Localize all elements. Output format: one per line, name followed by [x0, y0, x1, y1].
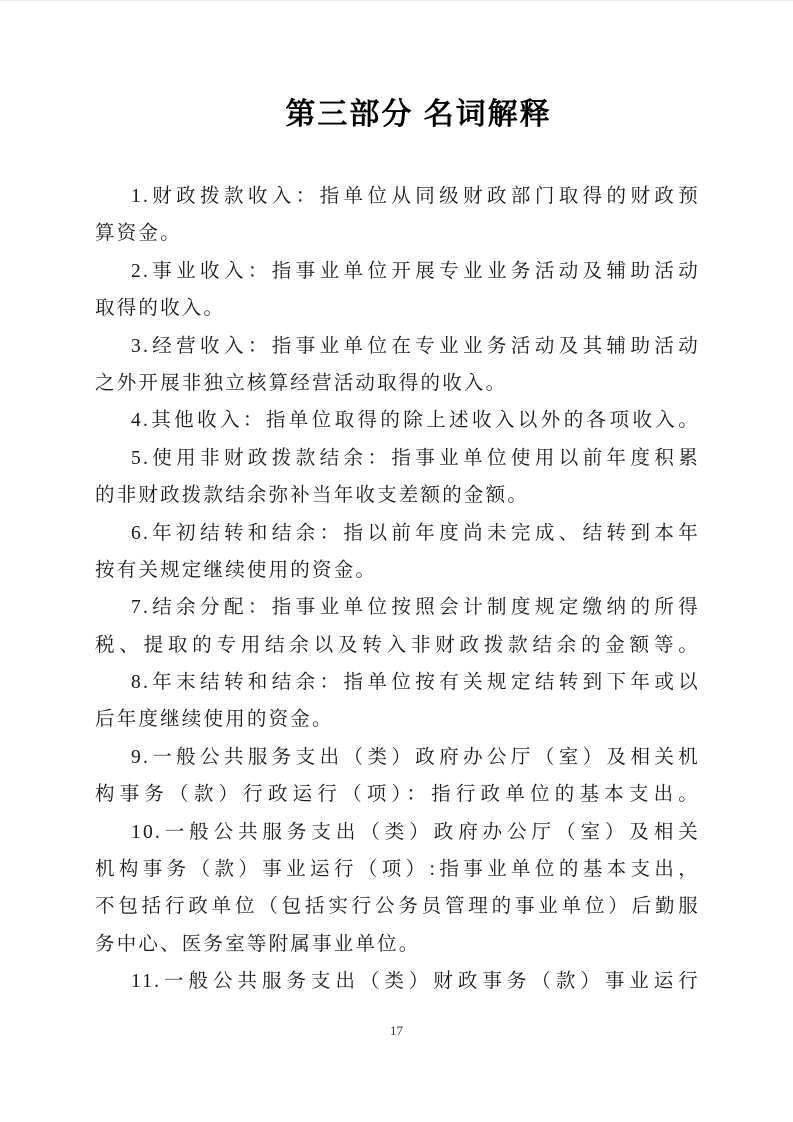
term-line: 之外开展非独立核算经营活动取得的收入。 [95, 372, 508, 394]
term-line: 6.年初结转和结余：指以前年度尚未完成、结转到本年 [131, 522, 700, 544]
page-number: 17 [390, 1022, 403, 1038]
term-line: 10.一般公共服务支出（类）政府办公厅（室）及相关 [131, 821, 700, 843]
term-line: 4.其他收入：指单位取得的除上述收入以外的各项收入。 [131, 410, 700, 432]
term-paragraph-4 [95, 402, 700, 439]
term-line: 务中心、医务室等附属事业单位。 [95, 933, 421, 955]
term-paragraph-6 [95, 515, 700, 590]
term-line: 1.财政拨款收入：指单位从同级财政部门取得的财政预 [131, 186, 700, 207]
term-line: 按有关规定继续使用的资金。 [95, 559, 378, 581]
term-line: 3.经营收入：指事业单位在专业业务活动及其辅助活动 [131, 335, 700, 357]
term-line: 后年度继续使用的资金。 [95, 709, 334, 731]
term-line: 7.结余分配：指事业单位按照会计制度规定缴纳的所得 [131, 597, 700, 619]
term-line: 8.年末结转和结余：指单位按有关规定结转到下年或以 [131, 672, 700, 694]
term-paragraph-3 [95, 328, 700, 403]
term-paragraph-9 [95, 739, 700, 814]
term-line: 11.一般公共服务支出（类）财政事务（款）事业运行 [131, 971, 700, 993]
term-line: 的非财政拨款结余弥补当年收支差额的金额。 [95, 485, 530, 507]
term-paragraph-5 [95, 440, 700, 515]
term-line: 机构事务（款）事业运行（项）:指事业单位的基本支出， [95, 859, 700, 881]
term-paragraph-10 [95, 814, 700, 964]
term-line: 取得的收入。 [95, 298, 226, 320]
page-title: 第三部分 名词解释 [285, 98, 552, 131]
term-paragraph-7 [95, 589, 700, 664]
term-line: 5.使用非财政拨款结余：指事业单位使用以前年度积累 [131, 447, 700, 469]
term-paragraph-2 [95, 253, 700, 328]
term-line: 税、提取的专用结余以及转入非财政拨款结余的金额等。 [95, 634, 700, 656]
term-line: 9.一般公共服务支出（类）政府办公厅（室）及相关机 [131, 746, 700, 768]
term-paragraph-11 [95, 963, 700, 1000]
document-body [95, 178, 700, 1001]
term-line: 算资金。 [95, 223, 182, 245]
term-line: 不包括行政单位（包括实行公务员管理的事业单位）后勤服 [95, 896, 700, 918]
term-line: 2.事业收入：指事业单位开展专业业务活动及辅助活动 [131, 260, 700, 282]
term-paragraph-8 [95, 664, 700, 739]
term-line: 构事务（款）行政运行（项）：指行政单位的基本支出。 [95, 784, 700, 806]
term-paragraph-1 [95, 178, 700, 253]
